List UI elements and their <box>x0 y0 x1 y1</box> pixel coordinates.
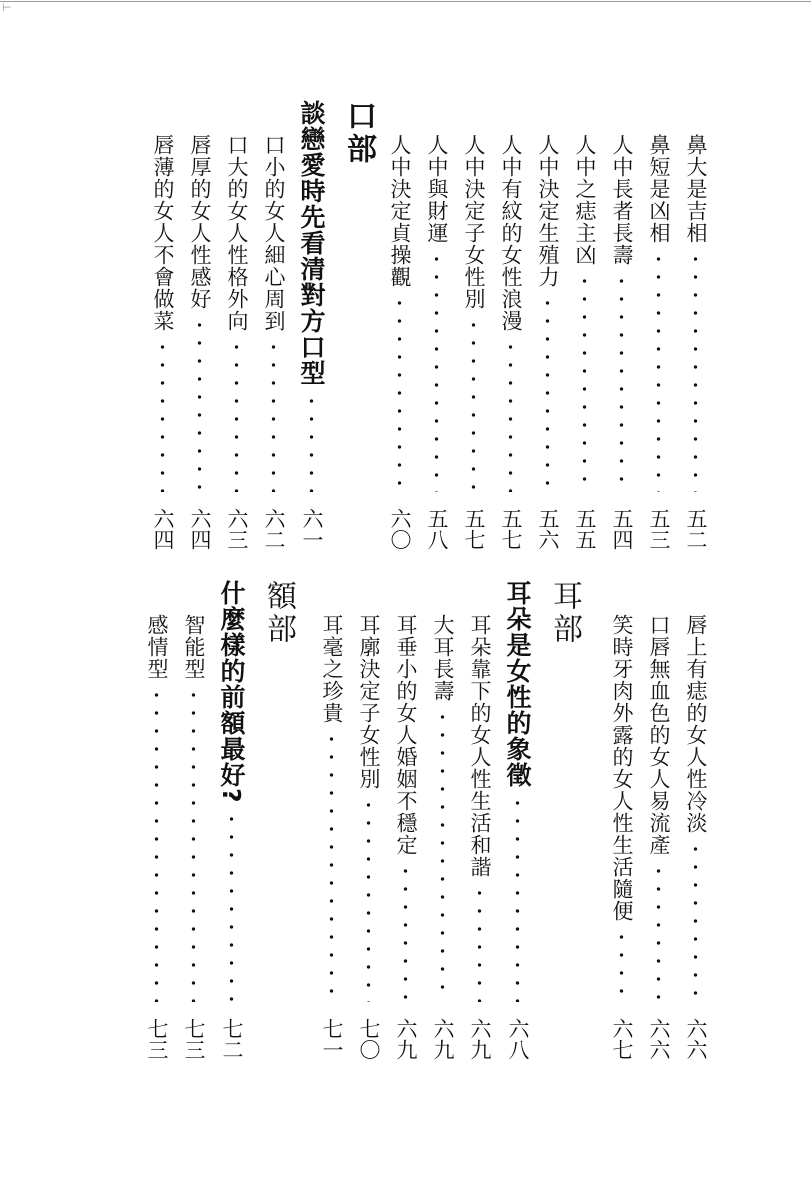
dot-leader <box>432 708 453 1002</box>
toc-entry[interactable] <box>183 580 204 1060</box>
toc-entry[interactable] <box>152 100 173 550</box>
toc-entry-title: 鼻短是凶相 <box>647 134 671 244</box>
section-header-mouth <box>341 100 376 166</box>
dot-leader <box>189 316 210 492</box>
toc-entry-title: 唇上有痣的女人性冷淡 <box>684 614 708 834</box>
toc-chapter-title: 什麼樣的前額最好? <box>217 580 246 804</box>
toc-entry[interactable] <box>574 100 595 550</box>
section-header-title: 口部 <box>341 100 376 166</box>
toc-entry-title: 口大的女人性格外向 <box>225 134 249 332</box>
toc-entry-title: 智能型 <box>182 614 206 680</box>
toc-entry-page: 六九 <box>394 1018 418 1060</box>
toc-entry-page: 六六 <box>647 1018 671 1060</box>
toc-entry-page: 五八 <box>425 508 449 550</box>
toc-entry-title: 耳毫之珍貴 <box>320 614 344 724</box>
toc-entry[interactable] <box>648 100 669 550</box>
toc-entry-title: 感情型 <box>145 614 169 680</box>
toc-entry-title: 人中與財運 <box>425 134 449 244</box>
toc-entry[interactable] <box>500 100 521 550</box>
toc-entry-page: 七三 <box>182 1018 206 1060</box>
toc-entry[interactable] <box>685 580 706 1060</box>
toc-chapter-title: 耳朵是女性的象徵 <box>503 580 532 788</box>
dot-leader <box>226 338 247 492</box>
dot-leader <box>183 686 204 1002</box>
toc-entry[interactable] <box>395 580 416 1060</box>
toc-entry-title: 人中有紋的女性浪漫 <box>499 134 523 332</box>
dot-leader <box>611 928 632 1002</box>
section-header-ear <box>547 580 582 646</box>
dot-leader <box>469 884 490 1002</box>
toc-entry[interactable] <box>146 580 167 1060</box>
toc-entry-title: 口唇無血色的女人易流產 <box>647 614 671 856</box>
toc-entry-page: 五四 <box>610 508 634 550</box>
dot-leader <box>146 686 167 1002</box>
toc-entry-title: 耳朵靠下的女人性生活和諧 <box>468 614 492 878</box>
toc-entry-page: 六六 <box>684 1018 708 1060</box>
toc-section-top <box>106 100 706 550</box>
dot-leader <box>426 250 447 492</box>
corner-mark: ⊢ <box>2 1 12 14</box>
toc-entry-title: 口小的女人細心周到 <box>262 134 286 332</box>
toc-entry-page: 五五 <box>573 508 597 550</box>
toc-entry-page: 六三 <box>225 508 249 550</box>
section-header-title: 額部 <box>261 580 296 646</box>
toc-entry-title: 耳垂小的女人婚姻不穩定 <box>394 614 418 856</box>
toc-entry-page: 五七 <box>462 508 486 550</box>
toc-entry-page: 六〇 <box>388 508 412 550</box>
toc-entry[interactable] <box>389 100 410 550</box>
toc-entry-title: 人中之痣主凶 <box>573 134 597 266</box>
scan-top-edge <box>0 1 811 2</box>
toc-entry[interactable] <box>321 580 342 1060</box>
toc-entry-page: 七三 <box>145 1018 169 1060</box>
toc-entry-page: 五七 <box>499 508 523 550</box>
toc-entry-page: 七〇 <box>357 1018 381 1060</box>
toc-entry-title: 人中決定子女性別 <box>462 134 486 310</box>
dot-leader <box>263 338 284 492</box>
toc-entry-page: 六二 <box>262 508 286 550</box>
toc-entry-title: 大耳長壽 <box>431 614 455 702</box>
toc-chapter[interactable] <box>504 580 531 1060</box>
toc-entry-title: 唇薄的女人不會做菜 <box>151 134 175 332</box>
toc-entry[interactable] <box>611 100 632 550</box>
toc-chapter-title: 談戀愛時先看清對方口型 <box>297 100 326 386</box>
toc-entry-page: 七一 <box>320 1018 344 1060</box>
toc-chapter-page: 七二 <box>220 1018 244 1060</box>
toc-entry[interactable] <box>469 580 490 1060</box>
toc-entry[interactable] <box>463 100 484 550</box>
toc-entry[interactable] <box>426 100 447 550</box>
dot-leader <box>537 294 558 492</box>
dot-leader <box>395 862 416 1002</box>
dot-leader <box>685 250 706 492</box>
toc-entry-page: 六九 <box>468 1018 492 1060</box>
dot-leader <box>504 794 531 1002</box>
dot-leader <box>218 810 245 1002</box>
toc-entry-page: 六九 <box>431 1018 455 1060</box>
toc-entry-title: 人中決定生殖力 <box>536 134 560 288</box>
toc-section-bottom <box>106 580 706 1060</box>
toc-entry-title: 人中長者長壽 <box>610 134 634 266</box>
toc-entry-page: 六七 <box>610 1018 634 1060</box>
toc-chapter-page: 六一 <box>300 508 324 550</box>
dot-leader <box>358 796 379 1002</box>
toc-chapter-page: 六八 <box>506 1018 530 1060</box>
dot-leader <box>463 316 484 492</box>
toc-entry[interactable] <box>685 100 706 550</box>
dot-leader <box>648 862 669 1002</box>
toc-entry-title: 耳廓決定子女性別 <box>357 614 381 790</box>
section-header-title: 耳部 <box>547 580 582 646</box>
toc-entry-page: 五二 <box>684 508 708 550</box>
dot-leader <box>574 272 595 492</box>
toc-entry[interactable] <box>432 580 453 1060</box>
section-header-forehead <box>261 580 296 646</box>
toc-entry-title: 鼻大是吉相 <box>684 134 708 244</box>
toc-entry-title: 笑時牙肉外露的女人性生活隨便 <box>610 614 634 922</box>
dot-leader <box>648 250 669 492</box>
dot-leader <box>611 272 632 492</box>
toc-entry[interactable] <box>189 100 210 550</box>
toc-entry-title: 唇厚的女人性感好 <box>188 134 212 310</box>
toc-entry[interactable] <box>537 100 558 550</box>
toc-entry[interactable] <box>226 100 247 550</box>
dot-leader <box>298 392 325 492</box>
toc-chapter[interactable] <box>218 580 245 1060</box>
toc-entry[interactable] <box>648 580 669 1060</box>
toc-entry-title: 人中決定貞操觀 <box>388 134 412 288</box>
toc-entry-page: 六四 <box>151 508 175 550</box>
toc-chapter[interactable] <box>298 100 325 550</box>
dot-leader <box>500 338 521 492</box>
dot-leader <box>389 294 410 492</box>
dot-leader <box>321 730 342 1002</box>
toc-entry[interactable] <box>358 580 379 1060</box>
toc-entry-page: 五六 <box>536 508 560 550</box>
toc-entry[interactable] <box>611 580 632 1060</box>
toc-entry-page: 六四 <box>188 508 212 550</box>
toc-entry-page: 五三 <box>647 508 671 550</box>
dot-leader <box>152 338 173 492</box>
toc-entry[interactable] <box>263 100 284 550</box>
dot-leader <box>685 840 706 1002</box>
